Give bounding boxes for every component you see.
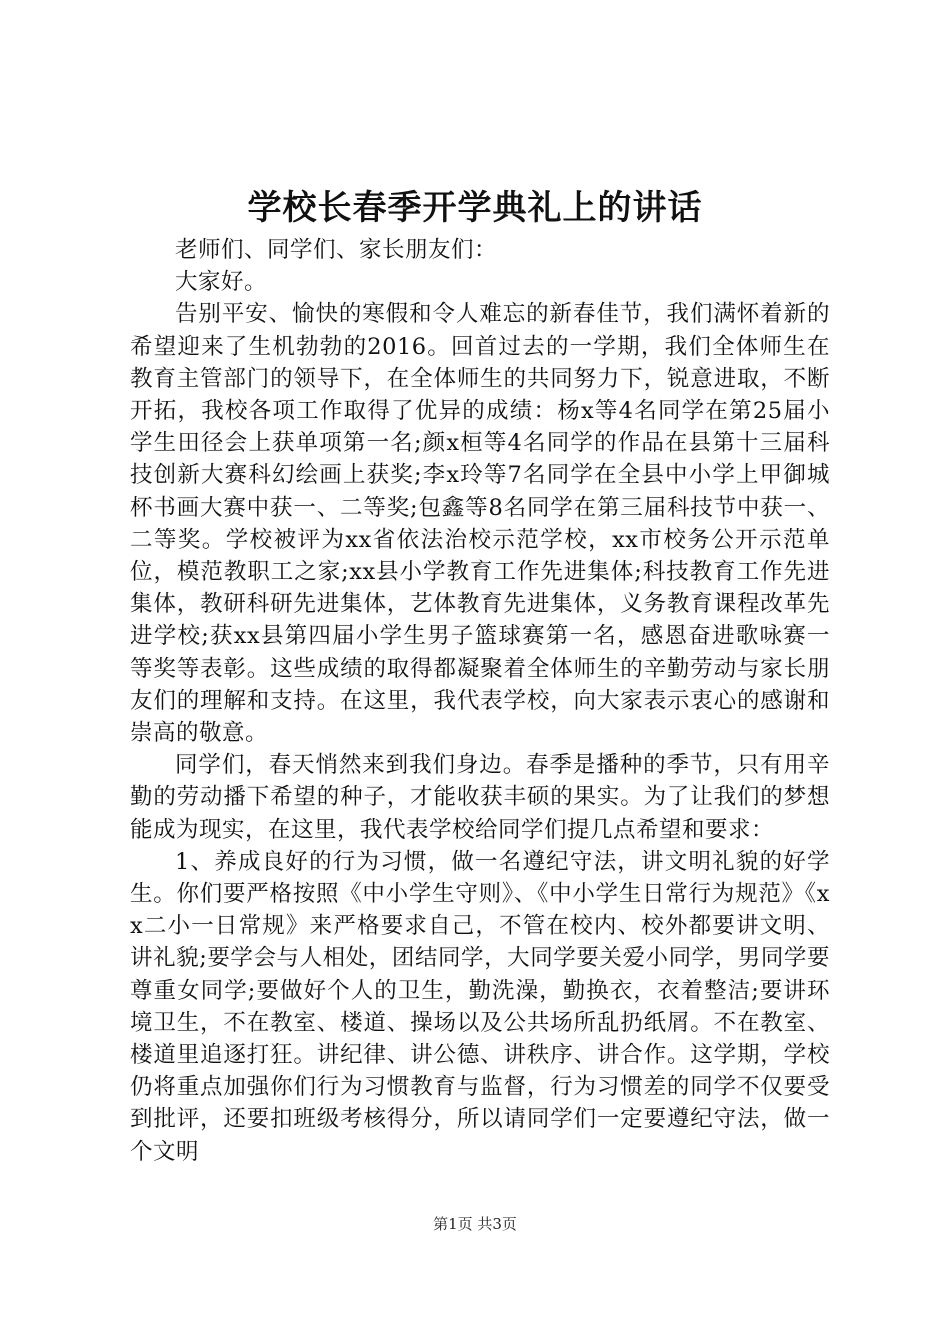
document-body [130, 234, 830, 1168]
greeting-paragraph: 大家好。 [175, 269, 268, 296]
achievements-paragraph: 告别平安、愉快的寒假和令人难忘的新春佳节，我们满怀着新的希望迎来了生机勃勃的2016。回首过去的一学期，我们全体师生在教育主管部门的领导下，在全体师生的共同努力下，锐意进取，不断开拓，我校各项工作取得了优异的成绩：杨x等4名同学在第25届小学生田径会上获单项第一名;颜x桓等4名同学的作品在县第十三届科技创新大赛科幻绘画上获奖;李x玲等7名同学在全县中小学上甲御城杯书画大赛中获一、二等奖;包鑫等8名同学在第三届科技节中获一、二等奖。学校被评为xx省依法治校示范学校，xx市校务公开示范单位，模范教职工之家;xx县小学教育工作先进集体;科技教育工作先进集体，教研科研先进集体，艺体教育先进集体，义务教育课程改革先进学校;获xx县第四届小学生男子篮球赛第一名，感恩奋进歌咏赛一等奖等表彰。这些成绩的取得都凝聚着全体师生的辛勤劳动与家长朋友们的理解和支持。在这里，我代表学校，向大家表示衷心的感谢和崇高的敬意。 [130, 301, 830, 747]
page-title: 学校长春季开学典礼上的讲话 [247, 188, 703, 228]
requirement-paragraph: 1、养成良好的行为习惯，做一名遵纪守法，讲文明礼貌的好学生。你们要严格按照《中小学生守则》、《中小学生日常行为规范》《xx二小一日常规》来严格要求自己，不管在校内、校外都要讲文明、讲礼貌;要学会与人相处，团结同学，大同学要关爱小同学，男同学要尊重女同学;要做好个人的卫生，勤洗澡，勤换衣，衣着整洁;要讲环境卫生，不在教室、楼道、操场以及公共场所乱扔纸屑。不在教室、楼道里追逐打狂。讲纪律、讲公德、讲秩序、讲合作。这学期，学校仍将重点加强你们行为习惯教育与监督，行为习惯差的同学不仅要受到批评，还要扣班级考核得分，所以请同学们一定要遵纪守法，做一个文明 [130, 848, 830, 1165]
spring-paragraph: 同学们，春天悄然来到我们身边。春季是播种的季节，只有用辛勤的劳动播下希望的种子，才能收获丰硕的果实。为了让我们的梦想能成为现实，在这里，我代表学校给同学们提几点希望和要求： [130, 752, 830, 843]
page-number-footer: 第1页 共3页 [433, 1215, 517, 1233]
salutation-paragraph: 老师们、同学们、家长朋友们： [175, 237, 498, 263]
